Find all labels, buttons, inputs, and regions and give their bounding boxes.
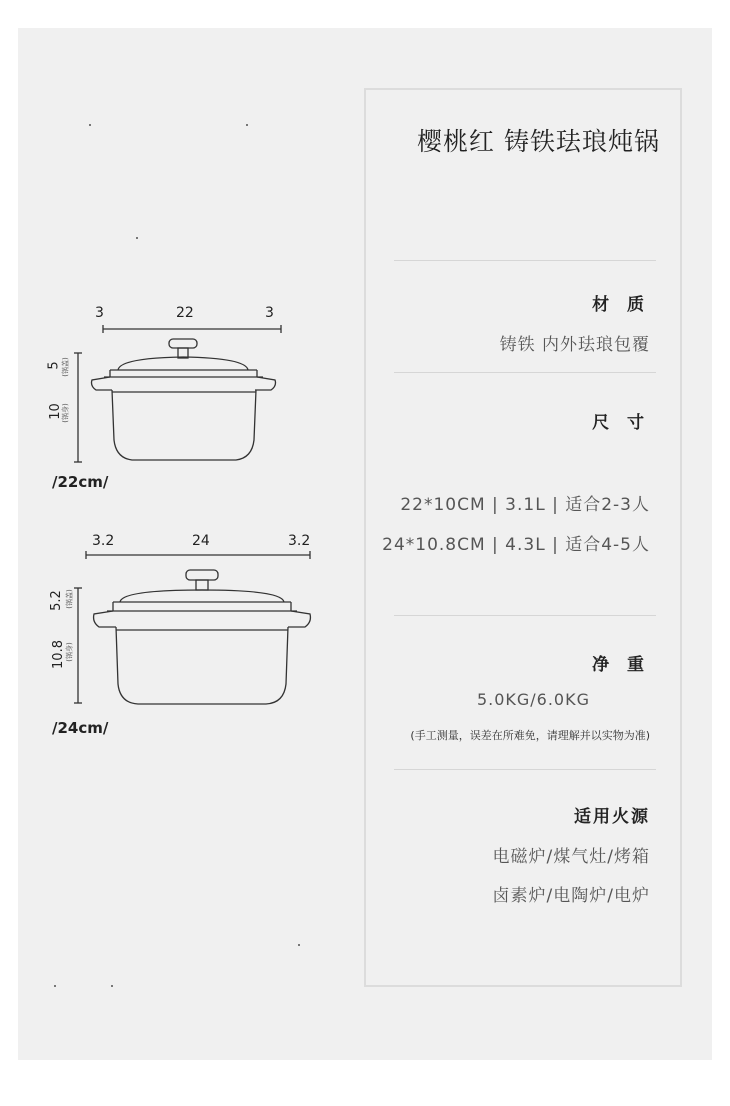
- product-title: 樱桃红 铸铁珐琅炖锅: [417, 127, 660, 156]
- pot-small-dim-center: 22: [176, 305, 194, 321]
- size-heading: 尺 寸: [592, 413, 650, 433]
- divider: [394, 615, 656, 616]
- divider: [394, 769, 656, 770]
- weight-note: (手工测量，误差在所难免，请理解并以实物为准): [410, 729, 650, 742]
- weight-value: 5.0KG/6.0KG: [476, 690, 590, 709]
- size-row-24: 24*10.8CM | 4.3L | 适合4-5人: [382, 535, 650, 555]
- pot-large-size-label: /24cm/: [52, 719, 109, 737]
- material-value: 铸铁 内外珐琅包覆: [499, 335, 650, 355]
- pot-large-lid-sub: (锅盖): [65, 589, 74, 609]
- weight-heading: 净 重: [592, 655, 650, 675]
- pot-small-dim-left: 3: [95, 305, 104, 321]
- pot-small-lid-sub: (锅盖): [61, 357, 70, 377]
- pot-small-dim-right: 3: [265, 305, 274, 321]
- pot-large-body-sub: (锅身): [65, 642, 74, 662]
- spec-panel: [364, 88, 682, 987]
- pot-small-size-label: /22cm/: [52, 473, 109, 491]
- pot-large-lid-height: 5.2: [48, 590, 64, 611]
- pot-small-lid-height: 5: [46, 361, 62, 370]
- pot-large-dim-center: 24: [192, 533, 210, 549]
- heat-source-line-2: 卤素炉/电陶炉/电炉: [492, 886, 650, 906]
- pot-small-body-sub: (锅身): [61, 403, 70, 423]
- heat-source-line-1: 电磁炉/煤气灶/烤箱: [492, 847, 650, 867]
- size-row-22: 22*10CM | 3.1L | 适合2-3人: [400, 495, 650, 515]
- divider: [394, 260, 656, 261]
- pot-large-dim-left: 3.2: [92, 533, 115, 549]
- material-heading: 材 质: [592, 295, 650, 315]
- pot-large-dim-right: 3.2: [288, 533, 311, 549]
- pot-large-body-height: 10.8: [50, 640, 66, 669]
- divider: [394, 372, 656, 373]
- pot-small-body-height: 10: [47, 403, 63, 420]
- heat-source-heading: 适用火源: [574, 807, 650, 827]
